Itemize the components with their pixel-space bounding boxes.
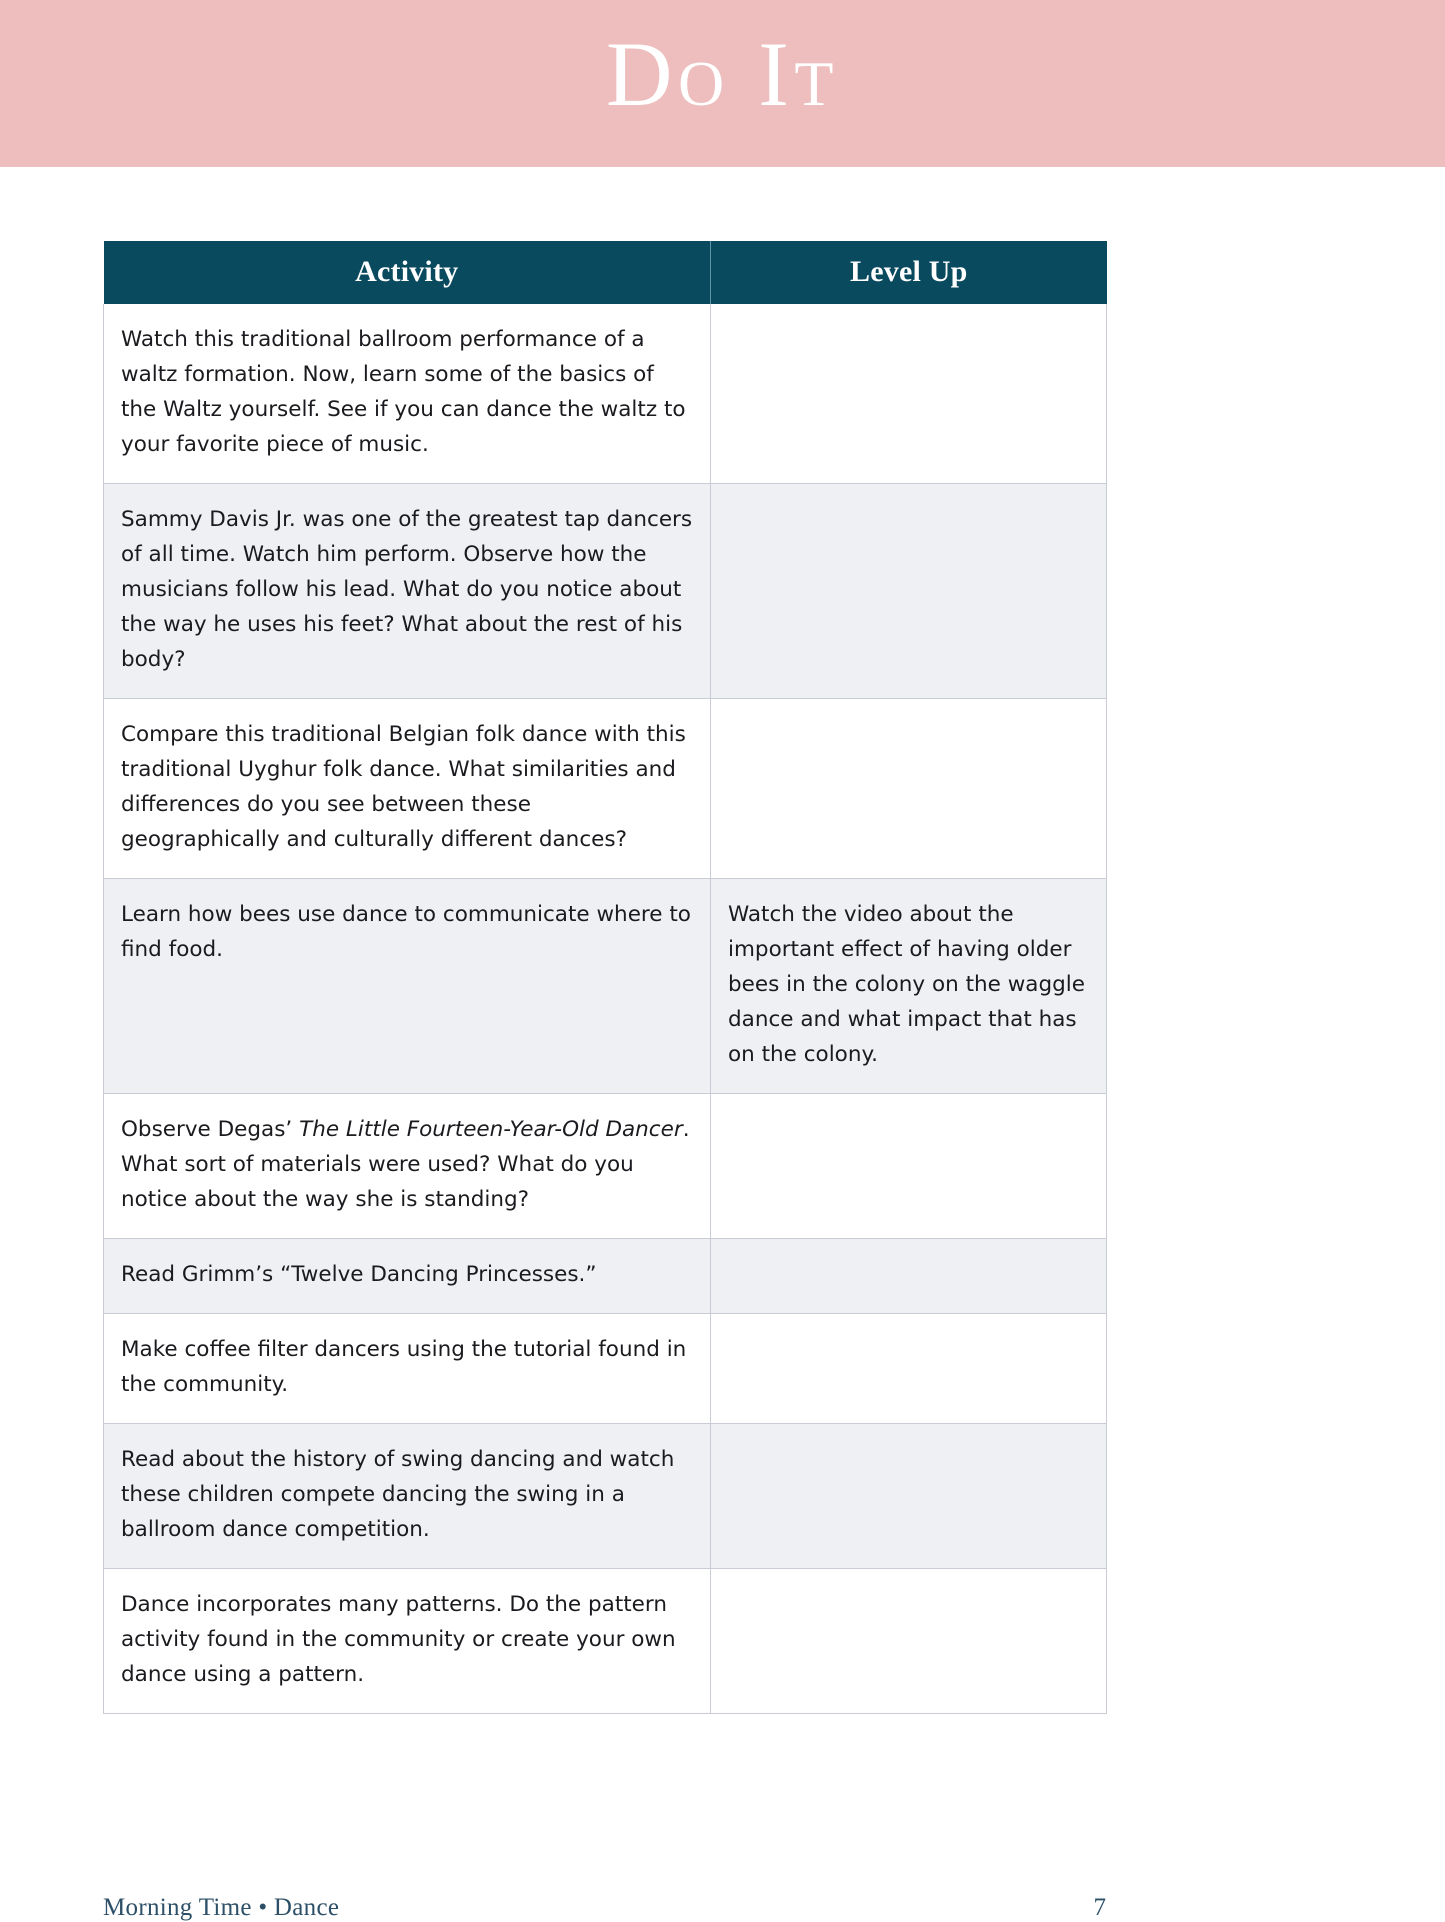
table-header <box>104 241 1107 304</box>
table-header-row <box>104 241 1107 304</box>
cell-level-up <box>711 1239 1107 1314</box>
cell-activity <box>104 1094 711 1239</box>
cell-level-up <box>711 1424 1107 1569</box>
table-row <box>104 1239 1107 1314</box>
cell-activity: Read Grimm’s “Twelve Dancing Princesses.” <box>104 1239 711 1314</box>
page-title: Do It <box>606 23 839 125</box>
cell-level-up <box>711 1314 1107 1424</box>
cell-level-up <box>711 699 1107 879</box>
cell-activity: Make coffee filter dancers using the tutorial found in the community. <box>104 1314 711 1424</box>
table-row <box>104 304 1107 484</box>
artwork-title: The Little Fourteen-Year-Old Dancer <box>299 1117 683 1142</box>
column-header-activity: Activity <box>104 241 711 304</box>
column-header-level-up: Level Up <box>711 241 1107 304</box>
cell-activity: Compare this traditional Belgian folk dance with this traditional Uyghur folk dance. What similarities and differences do you see between these geographically and culturally different dances? <box>104 699 711 879</box>
table-row <box>104 1424 1107 1569</box>
cell-level-up <box>711 1094 1107 1239</box>
table-body <box>104 304 1107 1714</box>
activity-table-wrapper <box>103 241 1106 1714</box>
table-row <box>104 1094 1107 1239</box>
table-row <box>104 484 1107 699</box>
page-banner <box>0 0 1445 167</box>
footer-page-number: 7 <box>1093 1894 1106 1921</box>
footer-breadcrumb: Morning Time • Dance <box>103 1894 340 1921</box>
table-row <box>104 1569 1107 1714</box>
cell-activity: Dance incorporates many patterns. Do the pattern activity found in the community or create your own dance using a pattern. <box>104 1569 711 1714</box>
activity-text-prefix: Observe Degas’ <box>121 1117 300 1142</box>
cell-level-up: Watch the video about the important effect of having older bees in the colony on the waggle dance and what impact that has on the colony. <box>711 879 1107 1094</box>
cell-activity: Learn how bees use dance to communicate where to find food. <box>104 879 711 1094</box>
table-row <box>104 1314 1107 1424</box>
cell-activity: Sammy Davis Jr. was one of the greatest tap dancers of all time. Watch him perform. Observe how the musicians follow his lead. What do you notice about the way he uses his feet? What about the rest of his body? <box>104 484 711 699</box>
activity-text-suffix: . What sort of materials were used? What do you notice about the way she is standing? <box>121 1117 690 1212</box>
page-footer <box>103 1894 1106 1922</box>
cell-level-up <box>711 1569 1107 1714</box>
cell-level-up <box>711 484 1107 699</box>
cell-activity: Watch this traditional ballroom performance of a waltz formation. Now, learn some of the basics of the Waltz yourself. See if you can dance the waltz to your favorite piece of music. <box>104 304 711 484</box>
cell-level-up <box>711 304 1107 484</box>
activity-table <box>103 241 1107 1714</box>
cell-activity: Read about the history of swing dancing and watch these children compete dancing the swing in a ballroom dance competition. <box>104 1424 711 1569</box>
table-row <box>104 699 1107 879</box>
table-row <box>104 879 1107 1094</box>
